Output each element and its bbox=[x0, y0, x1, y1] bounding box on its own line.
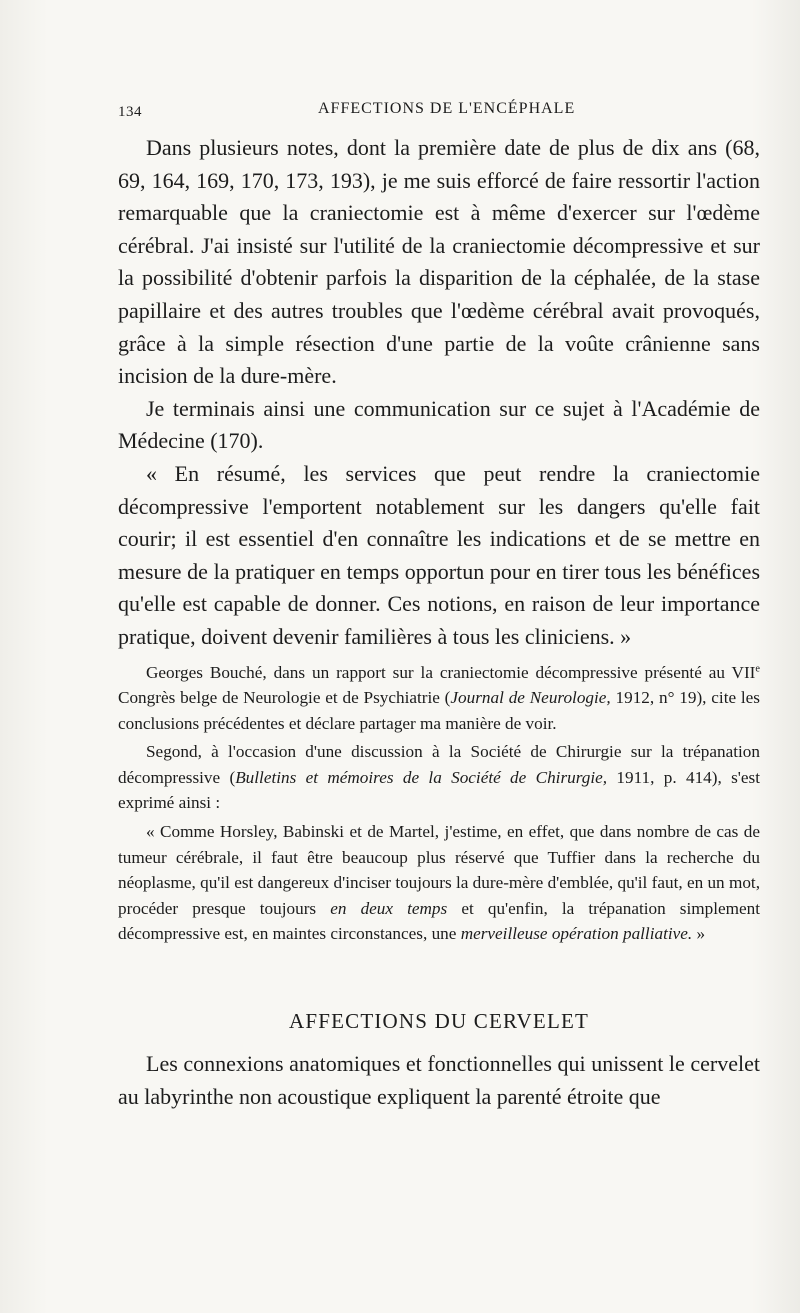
running-title: AFFECTIONS DE L'ENCÉPHALE bbox=[318, 100, 576, 117]
page-body bbox=[118, 132, 760, 1113]
note-bouche: Georges Bouché, dans un rapport sur la craniectomie décompressive présenté au VIIe Congrès belge de Neurologie et de Psychiatrie (Journal de Neurologie, 1912, n° 19), cite les conclusions précédentes et déclare partager ma manière de voir. bbox=[118, 662, 760, 733]
journal-title: Journal de Neurologie, bbox=[450, 688, 611, 708]
quoted-conclusion: « En résumé, les services que peut rendre la craniectomie décompressive l'emportent notablement sur les dangers qu'elle fait courir; il est essentiel d'en connaître les indications et de se mettre en mesure de la pratiquer en temps opportun pour en tirer tous les bénéfices qu'elle est capable de donner. Ces notions, en raison de leur importance pratique, doivent devenir familières à tous les cliniciens. » bbox=[118, 460, 760, 649]
paragraph: Je terminais ainsi une communication sur ce sujet à l'Académie de Médecine (170). bbox=[118, 395, 760, 454]
main-text bbox=[118, 132, 760, 654]
notes-block bbox=[118, 660, 760, 948]
paragraph: Dans plusieurs notes, dont la première date de plus de dix ans (68, 69, 164, 169, 170, 173, 193), je me suis efforcé de faire ressortir l'action remarquable que la craniectomie est à même d'exercer sur l'œdème cérébral. J'ai insisté sur l'utilité de la craniectomie décompressive et sur la possibilité d'obtenir parfois la disparition de la céphalée, de la stase papillaire et des autres troubles que l'œdème cérébral avait provoqués, grâce à la simple résection d'une partie de la voûte crânienne sans incision de la dure-mère. bbox=[118, 135, 760, 389]
section-heading: AFFECTIONS DU CERVELET bbox=[288, 1009, 590, 1034]
section-body bbox=[118, 1048, 760, 1113]
note-segond: Segond, à l'occasion d'une discussion à la Société de Chirurgie sur la trépanation décompressive (Bulletins et mémoires de la Société de Chirurgie, 1911, p. 414), s'est exprimé ainsi : bbox=[118, 742, 760, 813]
page-header bbox=[118, 100, 758, 124]
page-number: 134 bbox=[118, 104, 142, 120]
note-quote: « Comme Horsley, Babinski et de Martel, j'estime, en effet, que dans nombre de cas de tumeur cérébrale, il faut être beaucoup plus réservé que Tuffier dans la recherche du néoplasme, qu'il est dangereux d'inciser toujours la dure-mère d'emblée, qu'il faut, en un mot, procéder presque toujours en deux temps et qu'enfin, la trépanation simplement décompressive est, en maintes circonstances, une merveilleuse opération palliative. » bbox=[118, 822, 760, 944]
journal-title: Bulletins et mémoires de la Société de Chirurgie, bbox=[235, 767, 608, 787]
paragraph: Les connexions anatomiques et fonctionnelles qui unissent le cervelet au labyrinthe non acoustique expliquent la parenté étroite que bbox=[118, 1051, 760, 1109]
